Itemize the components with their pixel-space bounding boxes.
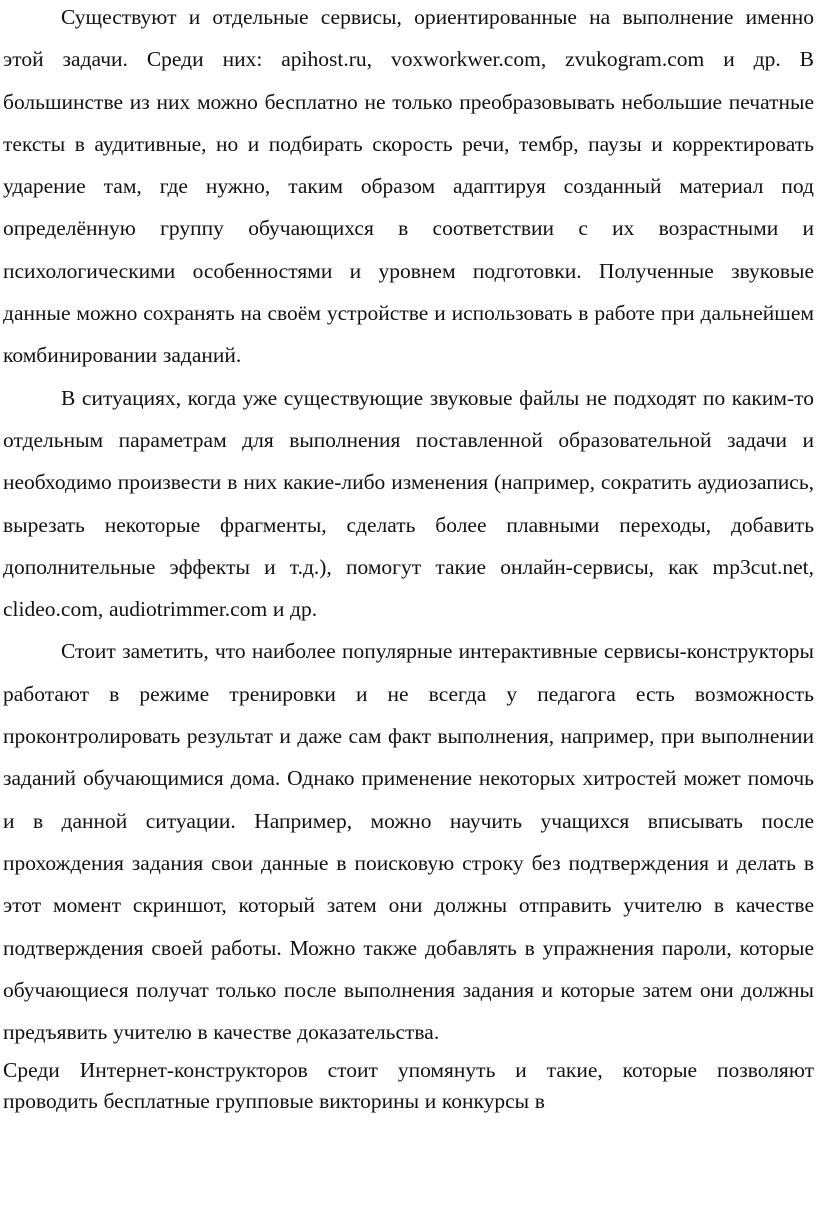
paragraph-quiz-constructors: Среди Интернет-конструкторов стоит упомянуть и такие, которые позволяют проводить бесплатные групповые викторины и конкурсы в: [3, 1058, 814, 1114]
paragraph-services: Существуют и отдельные сервисы, ориентированные на выполнение именно этой задачи. Среди них: apihost.ru, voxworkwer.com, zvukogram.com и др. В большинстве из них можно бесплатно не только преобразовывать небольшие печатные тексты в аудитивные, но и подбирать скорость речи, тембр, паузы и корректировать ударение там, где нужно, таким образом адаптируя созданный материал под определённую группу обучающихся в соответствии с их возрастными и психологическими особенностями и уровнем подготовки. Полученные звуковые данные можно сохранять на своём устройстве и использовать в работе при дальнейшем комбинировании заданий.: [3, 5, 814, 368]
paragraph-audio-editing: В ситуациях, когда уже существующие звуковые файлы не подходят по каким-то отдельным параметрам для выполнения поставленной образовательной задачи и необходимо произвести в них какие-либо изменения (например, сократить аудиозапись, вырезать некоторые фрагменты, сделать более плавными переходы, добавить дополнительные эффекты и т.д.), помогут такие онлайн-сервисы, как mp3cut.net, clideo.com, audiotrimmer.com и др.: [3, 385, 814, 622]
paragraph-control: Стоит заметить, что наиболее популярные интерактивные сервисы-конструкторы работают в режиме тренировки и не всегда у педагога есть возможность проконтролировать результат и даже сам факт выполнения, например, при выполнении заданий обучающимися дома. Однако применение некоторых хитростей может помочь и в данной ситуации. Например, можно научить учащихся вписывать после прохождения задания свои данные в поисковую строку без подтверждения и делать в этот момент скриншот, который затем они должны отправить учителю в качестве подтверждения своей работы. Можно также добавлять в упражнения пароли, которые обучающиеся получат только после выполнения задания и которые затем они должны предъявить учителю в качестве доказательства.: [3, 639, 814, 1045]
